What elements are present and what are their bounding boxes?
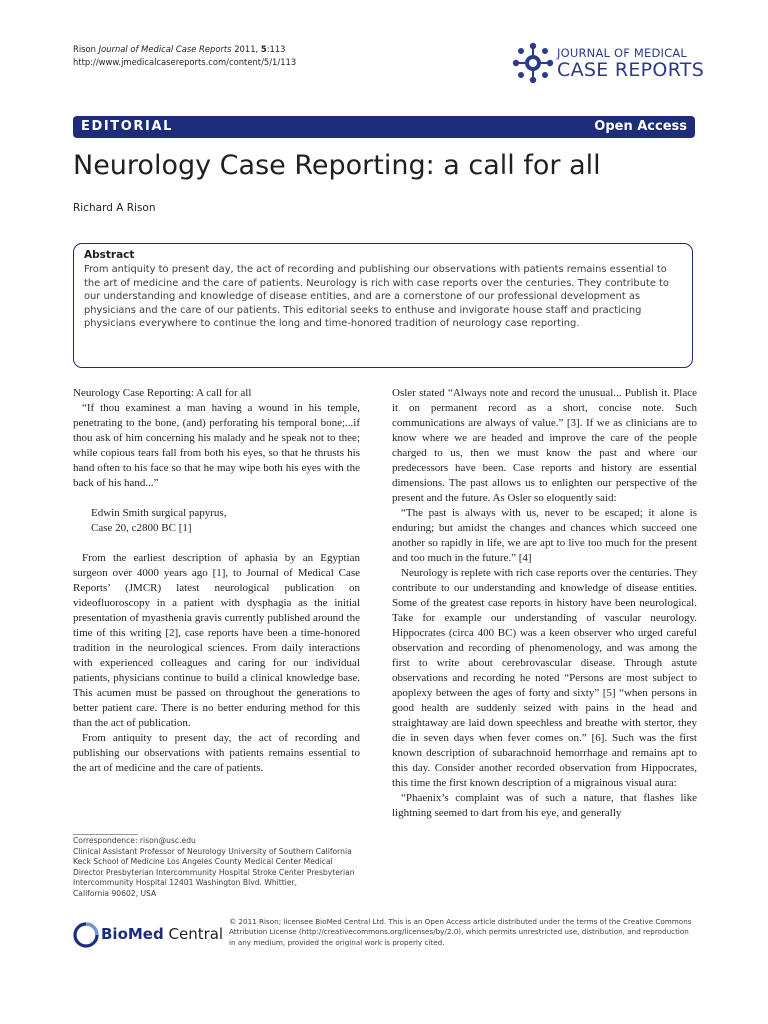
abstract-text: From antiquity to present day, the act of recording and publishing our observations with patients remains essential to the art of medicine and the care of patients. Neurology is rich with case reports over the centuries. They contribute to our understanding and knowledge of disease entities, and are a cornerstone of our professional development as physicians and the care of our patients. This editorial seeks to enthuse and invigorate house staff and practicing physicians everywhere to continue the long and time-honored tradition of neurology case reporting. [84,264,669,330]
affiliation-line: Intercommunity Hospital 12401 Washington Blvd. Whittier, [73,878,298,888]
citation-journal: Journal of Medical Case Reports [98,44,232,54]
affiliation-line: California 90602, USA [73,888,157,898]
license-text: © 2011 Rison; licensee BioMed Central Ltd. This is an Open Access article distributed under the terms of the Creative Commons Attribution License (http://creativecommons.org/licenses/by/2.0), which permits unrestricted use, distribution, and reproduction in any medium, provided the original work is properly cited. [229,917,692,947]
citation-author: Rison [73,44,96,54]
footnote-divider [73,834,138,835]
journal-logo-icon [512,42,554,84]
citation-line [73,43,296,56]
citation-header [73,43,296,69]
abstract-box [73,243,693,368]
correspondence-footnote [73,836,373,900]
body-column-left [73,386,360,776]
article-type-bar [73,116,695,138]
citation-article: :113 [266,44,286,54]
open-access-label: Open Access [594,119,687,134]
article-title: Neurology Case Reporting: a call for all [73,150,601,181]
citation-url[interactable]: http://www.jmedicalcasereports.com/content/5/1/113 [73,57,297,67]
correspondence-email[interactable]: Correspondence: rison@usc.edu [73,836,196,845]
affiliation-line: Keck School of Medicine Los Angeles County Medical Center Medical [73,857,333,867]
publisher-name-bold: BioMed [101,925,164,943]
section-heading: Neurology Case Reporting: A call for all [73,387,252,399]
body-paragraph: From antiquity to present day, the act of recording and publishing our observations with patients remains essential to the art of medicine and the care of patients. [73,732,360,774]
article-type-label: EDITORIAL [81,119,174,134]
journal-logo [512,40,705,90]
publisher-name-rest: Central [163,925,224,943]
osler-quote: “The past is always with us, never to be escaped; it alone is enduring; but amidst the changes and chances which succeed one another so rapidly in life, we are apt to live too much for the present and too much in the future.” [4] [392,507,697,564]
citation-volume: 5 [260,44,267,54]
epigraph-source-line2: Case 20, c2800 BC [1] [91,522,192,534]
publisher-logo [73,920,223,950]
affiliation-line: Director Presbyterian Intercommunity Hospital Stroke Center Presbyterian [73,867,355,877]
journal-logo-line2: CASE REPORTS [557,59,705,81]
body-paragraph: Neurology is replete with rich case reports over the centuries. They contribute to our understanding and knowledge of disease entities. Some of the greatest case reports in history have been neurological. Take for example our understanding of vascular neurology. Hippocrates (circa 400 BC) was a keen observer who urged careful observation and recording of phenomenology, and was among the first to write about cerebrovascular disease. Through astute observations and recording he noted “Persons are most subject to apoplexy between the ages of forty and sixty” [5] “when persons in good health are suddenly seized with pains in the head and straightaway are laid down speechless and breathe with stertor, they die in seven days when fever comes on.” [6]. Such was the first known description of subarachnoid hemorrhage and remains apt to this day. Consider another recorded observation from Hippocrates, this time the first known description of a migrainous visual aura: [392,567,697,789]
body-paragraph: Osler stated “Always note and record the unusual... Publish it. Place it on permanent record as a short, concise note. Such communications are always of value.” [3]. If we as clinicians are to know where we are headed and improve the care of the people charged to us, then we must know the past and where our predecessors have been. Case reports and history are essential dimensions. The past allows us to enlighten our perspective of the present and the future. As Osler so eloquently said: [392,387,697,504]
body-paragraph: From the earliest description of aphasia by an Egyptian surgeon over 4000 years ago [1], to Journal of Medical Case Reports’ (JMCR) latest neurological publication on videofluoroscopy in a patient with dysphagia as the initial presentation of myasthenia gravis currently published around the time of this writing [2], case reports have been a time-honored tradition in the neurological sciences. From daily interactions with experienced colleagues and caring for our individual patients, physicians continue to build a clinical knowledge base. This acumen must be passed on throughout the generations to better patient care. There is no better enduring method for this than the act of publication. [73,552,360,729]
epigraph-source-line1: Edwin Smith surgical papyrus, [91,507,227,519]
abstract-heading: Abstract [84,249,135,261]
citation-year: 2011, [234,44,259,54]
epigraph-quote: “If thou examinest a man having a wound in his temple, penetrating to the bone, (and) perforating his temporal bone;...if thou ask of him concerning his malady and he speak not to thee; while copious tears fall from both his eyes, so that he thrusts his hand often to his face so that he may wipe both his eyes with the back of his hand...” [73,402,360,489]
affiliation-line: Clinical Assistant Professor of Neurology University of Southern California [73,846,352,856]
body-paragraph: “Phaenix’s complaint was of such a nature, that flashes like lightning seemed to dart from his eye, and generally [392,792,697,819]
article-author: Richard A Rison [73,202,156,214]
body-column-right [392,386,697,821]
journal-logo-line1: JOURNAL OF MEDICAL [557,46,688,60]
publisher-name [101,925,223,943]
biomed-central-logo-icon [73,922,99,948]
